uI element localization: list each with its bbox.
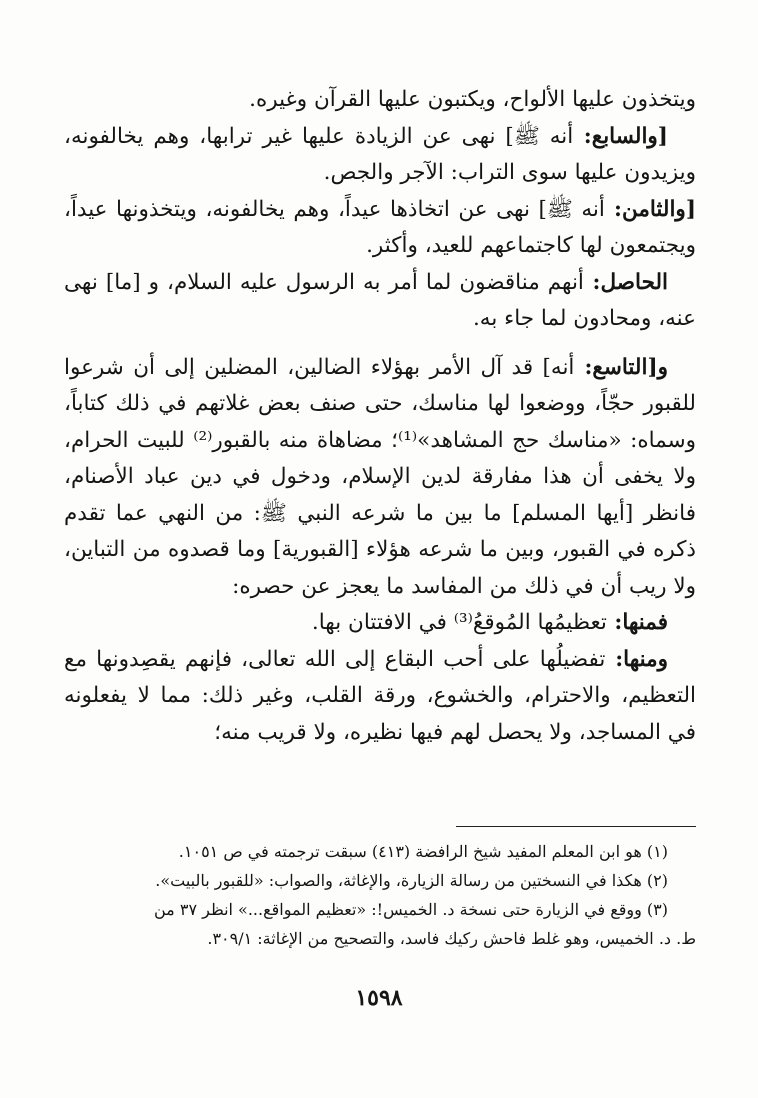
paragraph-first-harm xyxy=(64,605,696,642)
paragraph-ninth xyxy=(64,350,696,606)
ninth-text: أنه] قد آل الأمر بهؤلاء الضالين، المضلين إلى أن شرعوا للقبور حجّاً، ووضعوا لها مناسك، حتى صنف بعض غلاتهم في ذلك كتاباً، وسماه: «مناسك حج المشاهد»⁽¹⁾؛ مضاهاة منه بالقبور⁽²⁾ للبيت الحرام، ولا يخفى أن هذا مفارقة لدين الإسلام، ودخول في دين عباد الأصنام، فانظر [أيها المسلم] ما بين ما شرعه النبي ﷺ: من النهي عما تقدم ذكره في القبور، وبين ما شرعه هؤلاء [القبورية] وما قصدوه من التباين، ولا ريب أن في ذلك من المفاسد ما يعجز عن حصره: xyxy=(64,354,696,599)
second-harm-text: تفضيلُها على أحب البقاع إلى الله تعالى، فإنهم يقصِدونها مع التعظيم، والاحترام، والخشوع، ورقة القلب، وغير ذلك: مما لا يفعلونه في المساجد، ولا يحصل لهم فيها نظيره، ولا قريب منه؛ xyxy=(64,646,696,745)
paragraph-1 xyxy=(64,82,696,119)
summary-heading: الحاصل: xyxy=(583,269,668,295)
footnote-3: (٣) ووقع في الزيارة حتى نسخة د. الخميس!: «تعظيم المواقع...» انظر ٣٧ من xyxy=(154,900,668,919)
eighth-heading: [والثامن: xyxy=(604,196,696,222)
second-harm-heading: ومنها: xyxy=(605,646,668,672)
paragraph-seventh xyxy=(64,119,696,192)
seventh-text: أنه ﷺ] نهى عن الزيادة عليها غير ترابها، وهم يخالفونه، ويزيدون عليها سوى التراب: الآجر والجص. xyxy=(64,123,696,185)
first-harm-text: تعظيمُها المُوقعُ⁽³⁾ في الافتتان بها. xyxy=(311,610,607,635)
paragraph-1-text: ويتخذون عليها الألواح، ويكتبون عليها القرآن وغيره. xyxy=(249,87,696,112)
summary-text: أنهم مناقضون لما أمر به الرسول عليه السلام، و [ما] نهى عنه، ومحادون لما جاء به. xyxy=(64,269,696,331)
page-number: ١٥٩٨ xyxy=(355,985,403,1011)
paragraph-eighth xyxy=(64,192,696,265)
footnote-3-continued: ط. د. الخميس، وهو غلط فاحش ركيك فاسد، والتصحيح من الإغاثة: ٣٠٩/١. xyxy=(207,929,696,948)
footnote-separator xyxy=(456,826,696,827)
eighth-text: أنه ﷺ] نهى عن اتخاذها عيداً، وهم يخالفونه، ويتخذونها عيداً، ويجتمعون لها كاجتماعهم للعيد، وأكثر. xyxy=(64,196,696,258)
ninth-heading: و[التاسع: xyxy=(574,354,669,380)
paragraph-second-harm xyxy=(64,642,696,752)
main-text xyxy=(64,82,696,751)
first-harm-heading: فمنها: xyxy=(606,610,668,635)
seventh-heading: [والسابع: xyxy=(573,123,668,149)
footnotes-section xyxy=(64,826,696,953)
page-body xyxy=(64,82,696,751)
footnote-1: (١) هو ابن المعلم المفيد شيخ الرافضة (٤١٣) سبقت ترجمته في ص ١٠٥١. xyxy=(178,842,668,861)
paragraph-summary xyxy=(64,265,696,338)
footnote-2: (٢) هكذا في النسختين من رسالة الزيارة، والإغاثة، والصواب: «للقبور بالبيت». xyxy=(155,871,668,890)
